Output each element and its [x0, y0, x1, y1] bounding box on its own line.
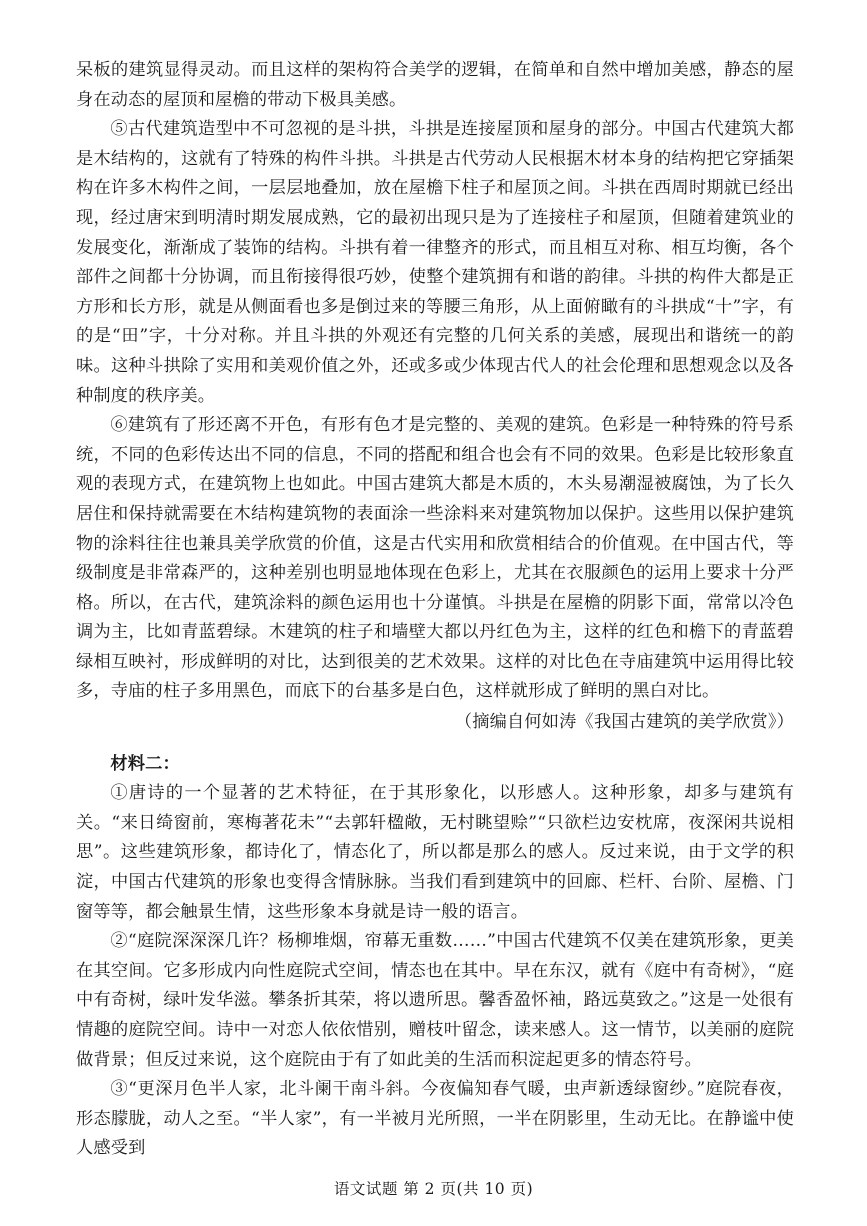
- material2-paragraph-1: ①唐诗的一个显著的艺术特征，在于其形象化，以形感人。这种形象，却多与建筑有关。“来日绮窗前，寒梅著花未”“去郭轩楹敞，无村眺望赊”“只欲栏边安枕席，夜深闲共说相思”。这些建筑形象，都诗化了，情态化了，所以都是那么的感人。反过来说，由于文学的积淀，中国古代建筑的形象也变得含情脉脉。当我们看到建筑中的回廊、栏杆、台阶、屋檐、门窗等等，都会触景生情，这些形象本身就是诗一般的语言。: [76, 783, 794, 922]
- material2-heading: 材料二：: [110, 753, 180, 774]
- article-body: [76, 56, 794, 1164]
- material2-paragraph-3: ③“更深月色半人家，北斗阑干南斗斜。今夜偏知春气暖，虫声新透绿窗纱。”庭院春夜，形态朦胧，动人之至。“半人家”，有一半被月光所照，一半在阴影里，生动无比。在静谧中使人感受到: [76, 1079, 794, 1159]
- material1-continuation: 呆板的建筑显得灵动。而且这样的架构符合美学的逻辑，在简单和自然中增加美感，静态的屋身在动态的屋顶和屋檐的带动下极具美感。: [76, 60, 794, 110]
- material1-paragraph-5: ⑤古代建筑造型中不可忽视的是斗拱，斗拱是连接屋顶和屋身的部分。中国古代建筑大都是木结构的，这就有了特殊的构件斗拱。斗拱是古代劳动人民根据木材本身的结构把它穿插架构在许多木构件之间，一层层地叠加，放在屋檐下柱子和屋顶之间。斗拱在西周时期就已经出现，经过唐宋到明清时期发展成熟，它的最初出现只是为了连接柱子和屋顶，但随着建筑业的发展变化，渐渐成了装饰的结构。斗拱有着一律整齐的形式，而且相互对称、相互均衡，各个部件之间都十分协调，而且衔接得很巧妙，使整个建筑拥有和谐的韵律。斗拱的构件大都是正方形和长方形，就是从侧面看也多是倒过来的等腰三角形，从上面俯瞰有的斗拱成“十”字，有的是“田”字，十分对称。并且斗拱的外观还有完整的几何关系的美感，展现出和谐统一的韵味。这种斗拱除了实用和美观价值之外，还或多或少体现古代人的社会伦理和思想观念以及各种制度的秩序美。: [76, 119, 794, 406]
- page-footer: 语文试题 第 2 页(共 10 页): [333, 1180, 534, 1198]
- material1-citation: （摘编自何如涛《我国古建筑的美学欣赏》）: [454, 712, 794, 733]
- material2-paragraph-2: ②“庭院深深深几许？杨柳堆烟，帘幕无重数……”中国古代建筑不仅美在建筑形象，更美在其空间。它多形成内向性庭院式空间，情态也在其中。早在东汉，就有《庭中有奇树》，“庭中有奇树，绿叶发华滋。攀条折其荣，将以遗所思。馨香盈怀袖，路远莫致之。”这是一处很有情趣的庭院空间。诗中一对恋人依依惜别，赠枝叶留念，读来感人。这一情节，以美丽的庭院做背景；但反过来说，这个庭院由于有了如此美的生活而积淀起更多的情态符号。: [76, 931, 794, 1070]
- material1-paragraph-6: ⑥建筑有了形还离不开色，有形有色才是完整的、美观的建筑。色彩是一种特殊的符号系统，不同的色彩传达出不同的信息，不同的搭配和组合也会有不同的效果。色彩是比较形象直观的表现方式，在建筑物上也如此。中国古建筑大都是木质的，木头易潮湿被腐蚀，为了长久居住和保持就需要在木结构建筑物的表面涂一些涂料来对建筑物加以保护。这些用以保护建筑物的涂料往往也兼具美学欣赏的价值，这是古代实用和欣赏相结合的价值观。在中国古代，等级制度是非常森严的，这种差别也明显地体现在色彩上，尤其在衣服颜色的运用上要求十分严格。所以，在古代，建筑涂料的颜色运用也十分谨慎。斗拱是在屋檐的阴影下面，常常以冷色调为主，比如青蓝碧绿。木建筑的柱子和墙壁大都以丹红色为主，这样的红色和檐下的青蓝碧绿相互映衬，形成鲜明的对比，达到很美的艺术效果。这样的对比色在寺庙建筑中运用得比较多，寺庙的柱子多用黑色，而底下的台基多是白色，这样就形成了鲜明的黑白对比。: [76, 415, 794, 702]
